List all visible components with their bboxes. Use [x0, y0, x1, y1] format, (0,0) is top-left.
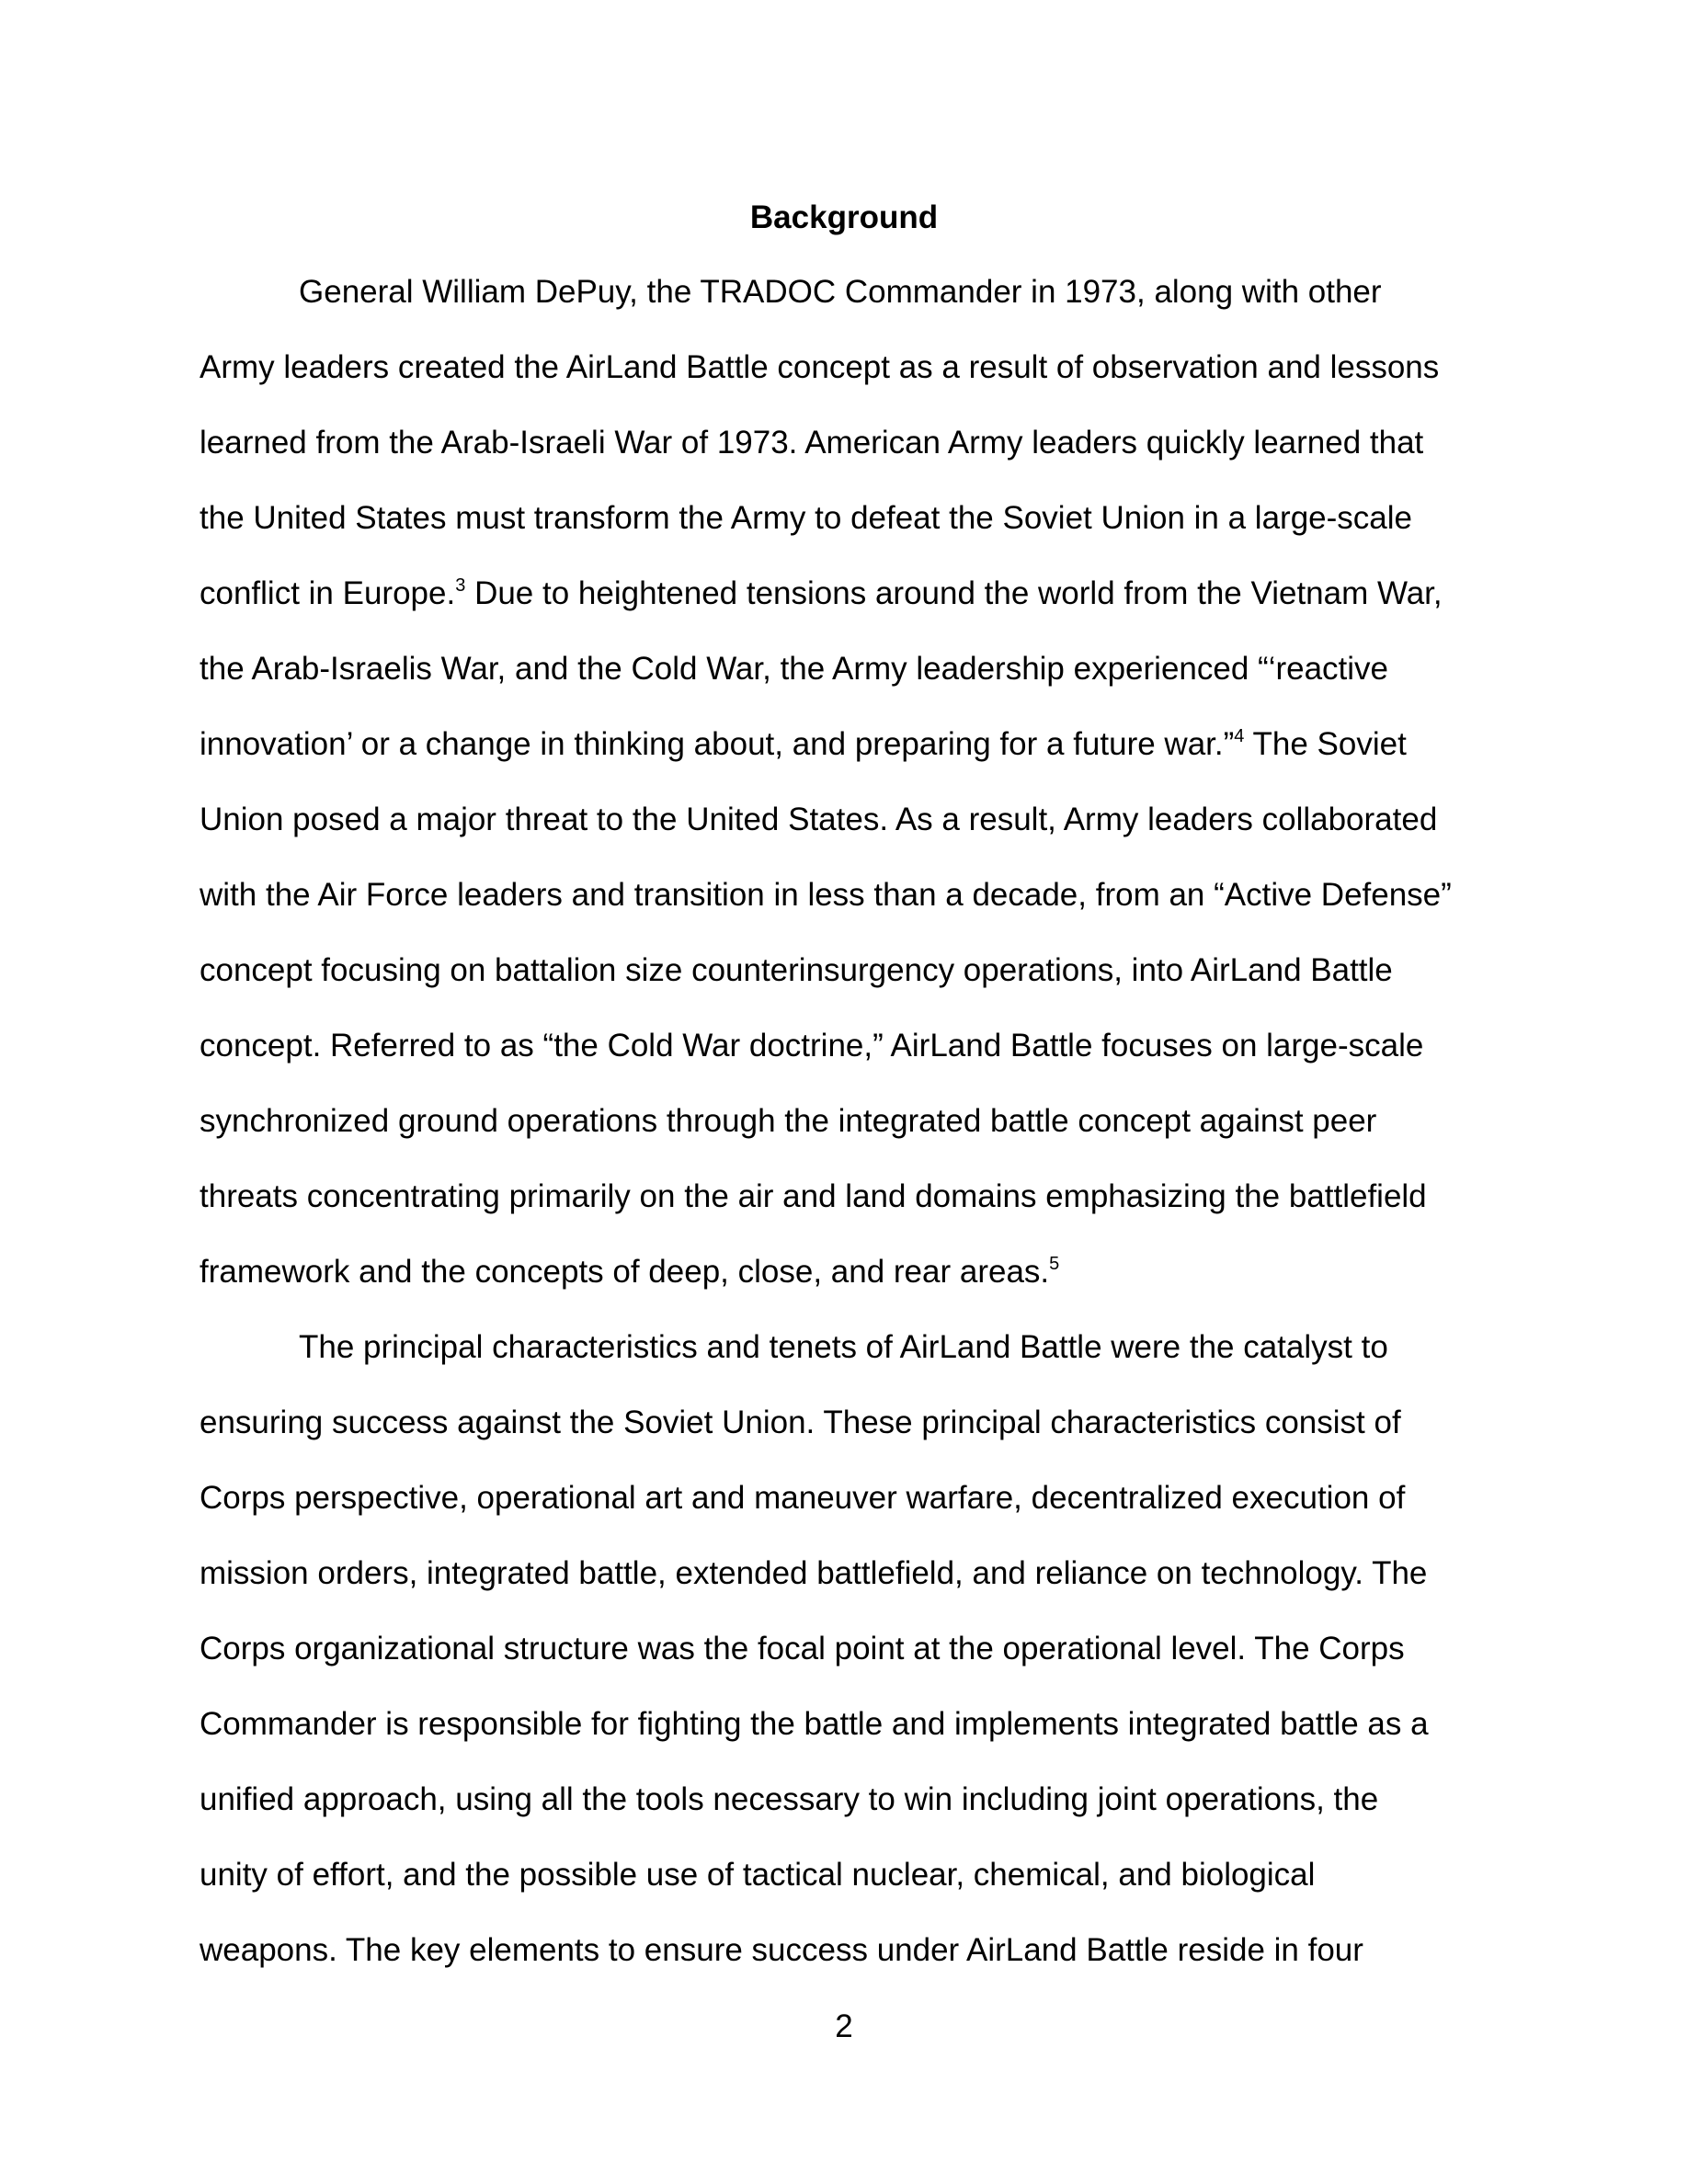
line-text: innovation’ or a change in thinking about, and preparing for a future war.” [200, 726, 1235, 762]
paragraph-line: mission orders, integrated battle, extended battlefield, and reliance on technology. The [200, 1555, 1428, 1591]
line-text: conflict in Europe. [200, 575, 456, 611]
paragraph-line: ensuring success against the Soviet Union. These principal characteristics consist of [200, 1405, 1401, 1440]
paragraph-line: unity of effort, and the possible use of tactical nuclear, chemical, and biological [200, 1857, 1316, 1893]
paragraph-line: the United States must transform the Army to defeat the Soviet Union in a large-scale [200, 500, 1412, 536]
paragraph-line: synchronized ground operations through the integrated battle concept against peer [200, 1103, 1377, 1139]
footnote-marker: 4 [1234, 726, 1245, 746]
line-text: The Soviet [1244, 726, 1407, 762]
line-text: framework and the concepts of deep, close, and rear areas. [200, 1254, 1050, 1290]
paragraph-line [200, 571, 1443, 617]
paragraph-line: The principal characteristics and tenets of AirLand Battle were the catalyst to [299, 1329, 1388, 1365]
paragraph-line: General William DePuy, the TRADOC Commander in 1973, along with other [299, 274, 1382, 310]
paragraph-line: concept focusing on battalion size counterinsurgency operations, into AirLand Battle [200, 952, 1393, 988]
paragraph-line: learned from the Arab-Israeli War of 1973. American Army leaders quickly learned that [200, 425, 1424, 461]
section-heading: Background [749, 199, 939, 235]
paragraph-line: the Arab-Israelis War, and the Cold War, the Army leadership experienced “‘reactive [200, 651, 1389, 687]
paragraph-line: with the Air Force leaders and transition in less than a decade, from an “Active Defense” [200, 877, 1452, 913]
paragraph-line: Union posed a major threat to the United States. As a result, Army leaders collaborated [200, 802, 1438, 837]
paragraph-line [200, 722, 1407, 768]
footnote-marker: 5 [1049, 1254, 1060, 1274]
paragraph-line: unified approach, using all the tools necessary to win including joint operations, the [200, 1781, 1379, 1817]
page-number: 2 [835, 2008, 853, 2044]
paragraph-line: Commander is responsible for fighting the battle and implements integrated battle as a [200, 1706, 1429, 1742]
paragraph-line: Army leaders created the AirLand Battle concept as a result of observation and lessons [200, 349, 1440, 385]
line-text: Due to heightened tensions around the world from the Vietnam War, [465, 575, 1443, 611]
paragraph-line [200, 1249, 1059, 1295]
paragraph-line: Corps perspective, operational art and maneuver warfare, decentralized execution of [200, 1480, 1406, 1516]
paragraph-line: Corps organizational structure was the focal point at the operational level. The Corps [200, 1631, 1405, 1666]
paragraph-line: weapons. The key elements to ensure success under AirLand Battle reside in four [200, 1932, 1363, 1968]
paragraph-line: concept. Referred to as “the Cold War doctrine,” AirLand Battle focuses on large-scale [200, 1028, 1424, 1064]
paragraph-line: threats concentrating primarily on the air and land domains emphasizing the battlefield [200, 1178, 1427, 1214]
footnote-marker: 3 [455, 575, 466, 596]
